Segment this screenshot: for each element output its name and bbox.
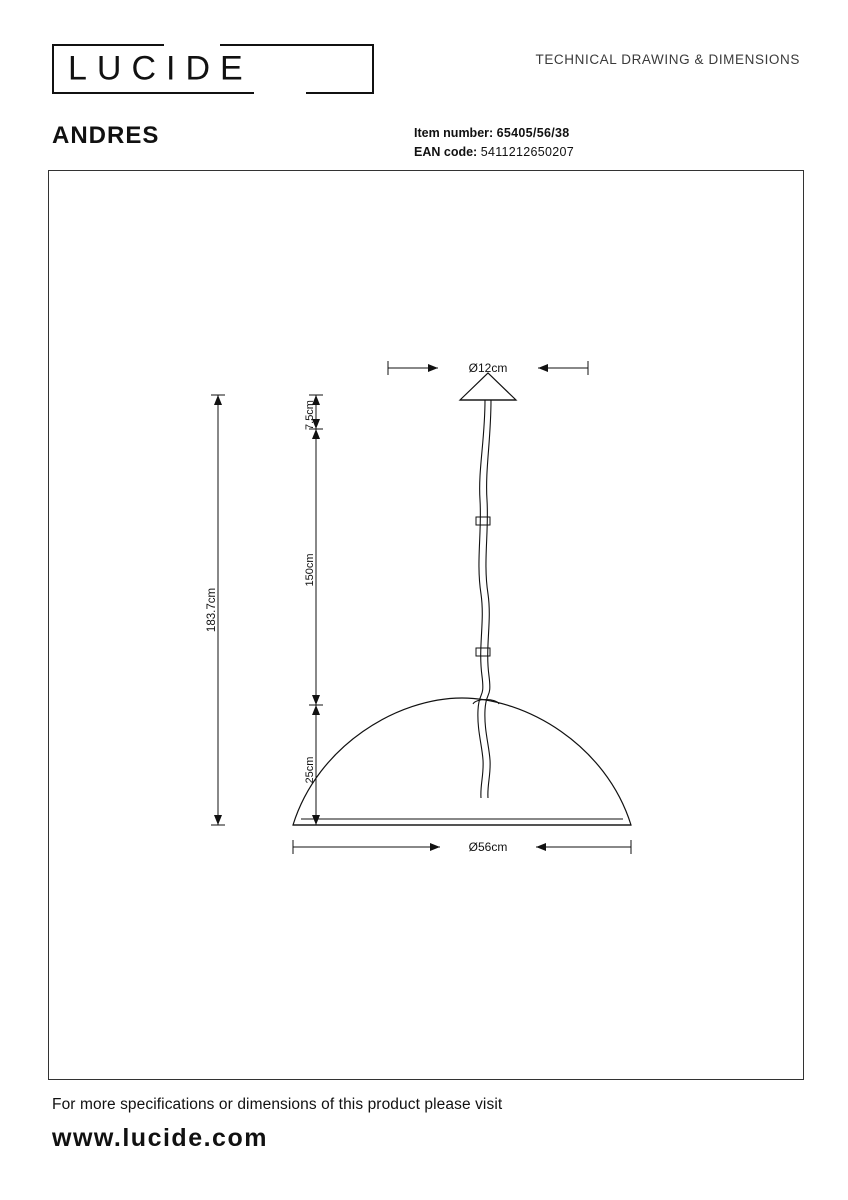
shade-height-label: 25cm xyxy=(304,756,316,784)
cord-lower-right xyxy=(485,710,490,798)
item-number-label: Item number: xyxy=(414,126,494,140)
cord-length-label: 150cm xyxy=(304,553,316,587)
title-row xyxy=(52,122,800,168)
technical-drawing xyxy=(48,170,804,1080)
ean-code-row xyxy=(414,143,574,162)
dimension-canopy-height xyxy=(304,395,323,430)
cord-left xyxy=(478,400,485,710)
footer-text: For more specifications or dimensions of this product please visit xyxy=(52,1096,503,1113)
page-title: ANDRES xyxy=(52,122,160,149)
dimension-shade-height xyxy=(304,705,323,825)
shade-diameter-label: Ø56cm xyxy=(468,840,508,854)
dimension-cord-length xyxy=(304,429,323,705)
cord-right xyxy=(485,400,491,710)
item-number-row xyxy=(414,124,574,143)
total-height-label: 183.7cm xyxy=(206,587,218,633)
header-subtitle: TECHNICAL DRAWING & DIMENSIONS xyxy=(535,52,800,67)
dimension-shade-diameter xyxy=(293,840,631,854)
cord-lower-left xyxy=(478,710,483,798)
ean-code-label: EAN code: xyxy=(414,145,478,159)
dimension-canopy-diameter xyxy=(388,361,588,375)
dimension-total-height xyxy=(206,395,225,825)
footer-website-link[interactable]: www.lucide.com xyxy=(52,1124,268,1152)
logo-wordmark: LUCIDE xyxy=(68,49,253,88)
shade-outline xyxy=(293,698,631,825)
item-number-value: 65405/56/38 xyxy=(496,126,570,140)
logo-notch-bottom xyxy=(254,88,306,94)
canopy-shape xyxy=(460,373,516,400)
canopy-diameter-label: Ø12cm xyxy=(468,361,508,375)
page-header xyxy=(52,44,800,100)
lucide-logo xyxy=(52,44,374,94)
page-footer xyxy=(52,1096,792,1153)
cord-clip-upper xyxy=(476,517,490,525)
ean-code-value: 5411212650207 xyxy=(480,145,575,159)
product-meta xyxy=(414,124,574,162)
canopy-height-label: 7.5cm xyxy=(304,400,316,430)
